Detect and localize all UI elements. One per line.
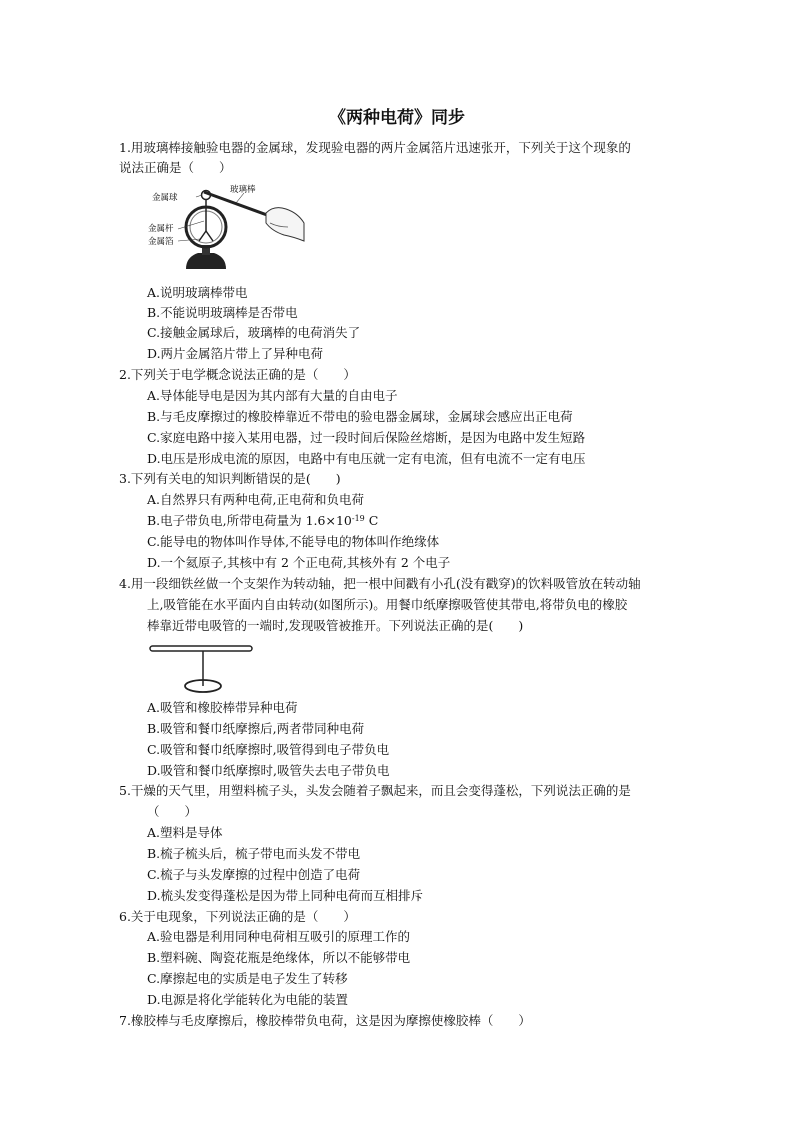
q2-option-c: C.家庭电路中接入某用电器，过一段时间后保险丝熔断，是因为电路中发生短路	[147, 430, 586, 445]
q2-option-a: A.导体能导电是因为其内部有大量的自由电子	[147, 388, 398, 403]
q5-option-b: B.梳子梳头后，梳子带电而头发不带电	[147, 846, 361, 861]
page-title: 《两种电荷》同步	[329, 108, 465, 128]
q3-option-d: D.一个氦原子,其核中有 2 个正电荷,其核外有 2 个电子	[147, 555, 451, 570]
q1-stem-line1: 1.用玻璃棒接触验电器的金属球，发现验电器的两片金属箔片迅速张开，下列关于这个现象的	[119, 140, 631, 155]
q2-stem: 2.下列关于电学概念说法正确的是（ ）	[119, 367, 356, 382]
q5-option-c: C.梳子与头发摩擦的过程中创造了电荷	[147, 867, 361, 882]
q1-stem-line2: 说法正确是（ ）	[119, 160, 232, 175]
label-metal-rod: 金属杆	[148, 224, 174, 234]
q4-stem-line1: 4.用一段细铁丝做一个支架作为转动轴，把一根中间戳有小孔(没有戳穿)的饮料吸管放在转动轴	[119, 576, 641, 591]
q5-option-d: D.梳头发变得蓬松是因为带上同种电荷而互相排斥	[147, 888, 424, 903]
q7-stem: 7.橡胶棒与毛皮摩擦后，橡胶棒带负电荷，这是因为摩擦使橡胶棒（ ）	[119, 1013, 531, 1028]
q4-option-a: A.吸管和橡胶棒带异种电荷	[147, 700, 298, 715]
q3-option-c: C.能导电的物体叫作导体,不能导电的物体叫作绝缘体	[147, 534, 440, 549]
q2-option-d: D.电压是形成电流的原因，电路中有电压就一定有电流，但有电流不一定有电压	[147, 451, 586, 466]
q1-option-b: B.不能说明玻璃棒是否带电	[147, 305, 298, 320]
label-glass-rod: 玻璃棒	[230, 185, 256, 195]
q4-option-d: D.吸管和餐巾纸摩擦时,吸管失去电子带负电	[147, 763, 390, 778]
q3-option-b: B.电子带负电,所带电荷量为 $1.6\times 10^{-19}$ C	[147, 513, 379, 528]
q4-option-c: C.吸管和餐巾纸摩擦时,吸管得到电子带负电	[147, 742, 390, 757]
q5-option-a: A.塑料是导体	[147, 825, 223, 840]
q4-stem-line3: 棒靠近带电吸管的一端时,发现吸管被推开。下列说法正确的是( )	[147, 618, 524, 633]
q5-stem-line1: 5.干燥的天气里，用塑料梳子头，头发会随着子飘起来，而且会变得蓬松，下列说法正确的是	[119, 783, 631, 798]
electroscope-figure	[148, 183, 308, 275]
q1-option-c: C.接触金属球后，玻璃棒的电荷消失了	[147, 325, 361, 340]
q6-option-c: C.摩擦起电的实质是电子发生了转移	[147, 971, 348, 986]
q3-stem: 3.下列有关电的知识判断错误的是( )	[119, 471, 341, 486]
q3-option-a: A.自然界只有两种电荷,正电荷和负电荷	[147, 492, 364, 507]
q1-option-a: A.说明玻璃棒带电	[147, 285, 248, 300]
label-metal-ball: 金属球	[152, 193, 178, 203]
q4-stem-line2: 上,吸管能在水平面内自由转动(如图所示)。用餐巾纸摩擦吸管使其带电,将带负电的橡胶	[147, 597, 628, 612]
label-metal-foil: 金属箔	[148, 237, 174, 247]
q4-option-b: B.吸管和餐巾纸摩擦后,两者带同种电荷	[147, 721, 365, 736]
straw-figure	[148, 640, 258, 696]
q6-option-d: D.电源是将化学能转化为电能的装置	[147, 992, 349, 1007]
q2-option-b: B.与毛皮摩擦过的橡胶棒靠近不带电的验电器金属球，金属球会感应出正电荷	[147, 409, 573, 424]
q6-option-a: A.验电器是利用同种电荷相互吸引的原理工作的	[147, 929, 411, 944]
q5-stem-line2: （ ）	[147, 804, 198, 819]
q6-stem: 6.关于电现象，下列说法正确的是（ ）	[119, 909, 356, 924]
q6-option-b: B.塑料碗、陶瓷花瓶是绝缘体，所以不能够带电	[147, 950, 411, 965]
q1-option-d: D.两片金属箔片带上了异种电荷	[147, 346, 324, 361]
